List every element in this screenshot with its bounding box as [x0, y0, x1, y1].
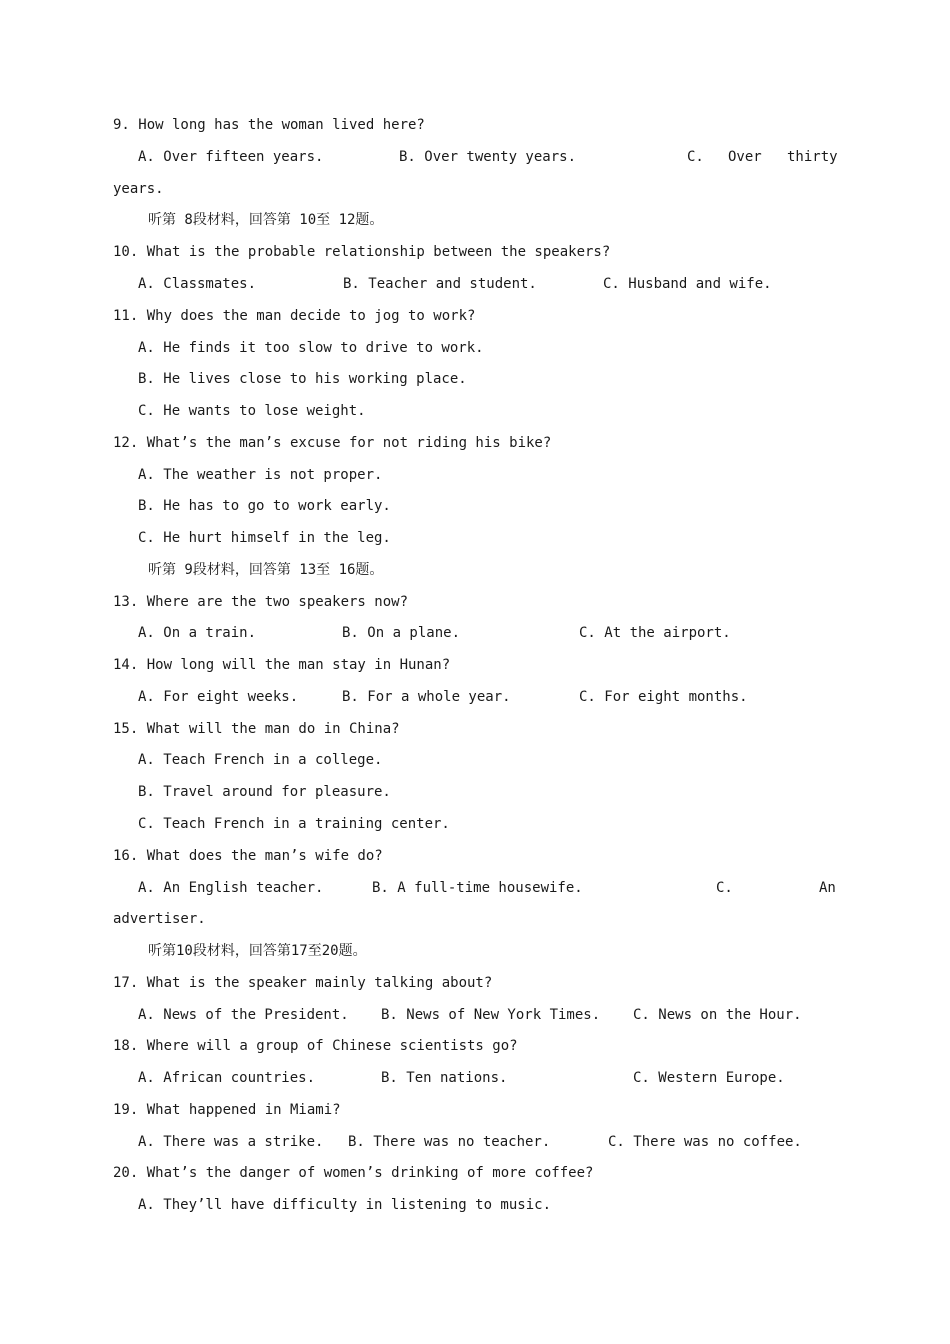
- question-13-option-a: A. On a train.: [138, 625, 257, 641]
- question-9-option-b: B. Over twenty years.: [399, 149, 577, 165]
- question-10-option-c: C. Husband and wife.: [603, 276, 772, 292]
- question-19-option-a: A. There was a strike.: [138, 1134, 324, 1150]
- question-12-option-a: A. The weather is not proper.: [138, 467, 383, 483]
- question-12-stem: 12. What’s the man’s excuse for not riding his bike?: [113, 435, 552, 451]
- question-11-option-b: B. He lives close to his working place.: [138, 371, 467, 387]
- question-14-option-c: C. For eight months.: [579, 689, 748, 705]
- question-18-option-b: B. Ten nations.: [381, 1070, 508, 1086]
- question-13-stem: 13. Where are the two speakers now?: [113, 594, 409, 610]
- question-13-option-b: B. On a plane.: [342, 625, 461, 641]
- question-16-option-a: A. An English teacher.: [138, 880, 324, 896]
- question-19-option-c: C. There was no coffee.: [608, 1134, 802, 1150]
- question-18-stem: 18. Where will a group of Chinese scientists go?: [113, 1038, 518, 1054]
- question-9-option-a: A. Over fifteen years.: [138, 149, 324, 165]
- question-14-option-a: A. For eight weeks.: [138, 689, 299, 705]
- question-15-stem: 15. What will the man do in China?: [113, 721, 400, 737]
- question-15-option-b: B. Travel around for pleasure.: [138, 784, 391, 800]
- question-9-option-c-word: Over: [728, 149, 762, 165]
- question-10-option-b: B. Teacher and student.: [343, 276, 537, 292]
- question-16-option-c-wrap: advertiser.: [113, 911, 206, 927]
- section-9-instruction: 听第 9段材料，回答第 13至 16题。: [148, 562, 384, 578]
- question-18-option-c: C. Western Europe.: [633, 1070, 785, 1086]
- question-10-stem: 10. What is the probable relationship between the speakers?: [113, 244, 611, 260]
- question-9-option-c-label: C.: [687, 149, 704, 165]
- question-11-stem: 11. Why does the man decide to jog to work?: [113, 308, 476, 324]
- section-8-instruction: 听第 8段材料，回答第 10至 12题。: [148, 212, 384, 228]
- question-18-option-a: A. African countries.: [138, 1070, 316, 1086]
- question-17-option-c: C. News on the Hour.: [633, 1007, 802, 1023]
- question-11-option-a: A. He finds it too slow to drive to work.: [138, 340, 484, 356]
- section-10-instruction: 听第10段材料，回答第17至20题。: [148, 943, 367, 959]
- question-15-option-a: A. Teach French in a college.: [138, 752, 383, 768]
- question-19-stem: 19. What happened in Miami?: [113, 1102, 341, 1118]
- question-19-option-b: B. There was no teacher.: [348, 1134, 551, 1150]
- question-9-option-c-word: thirty: [787, 149, 838, 165]
- question-16-option-b: B. A full-time housewife.: [372, 880, 583, 896]
- question-20-stem: 20. What’s the danger of women’s drinking of more coffee?: [113, 1165, 594, 1181]
- question-15-option-c: C. Teach French in a training center.: [138, 816, 450, 832]
- question-17-option-b: B. News of New York Times.: [381, 1007, 601, 1023]
- question-9-option-c-wrap: years.: [113, 181, 164, 197]
- question-16-option-c-word: An: [819, 880, 836, 896]
- question-12-option-c: C. He hurt himself in the leg.: [138, 530, 391, 546]
- question-11-option-c: C. He wants to lose weight.: [138, 403, 366, 419]
- question-13-option-c: C. At the airport.: [579, 625, 731, 641]
- question-17-stem: 17. What is the speaker mainly talking about?: [113, 975, 493, 991]
- question-20-option-a: A. They’ll have difficulty in listening to music.: [138, 1197, 552, 1213]
- question-17-option-a: A. News of the President.: [138, 1007, 349, 1023]
- question-9-stem: 9. How long has the woman lived here?: [113, 117, 425, 133]
- question-16-option-c-label: C.: [716, 880, 733, 896]
- question-16-stem: 16. What does the man’s wife do?: [113, 848, 383, 864]
- question-14-option-b: B. For a whole year.: [342, 689, 511, 705]
- question-10-option-a: A. Classmates.: [138, 276, 257, 292]
- question-12-option-b: B. He has to go to work early.: [138, 498, 391, 514]
- question-14-stem: 14. How long will the man stay in Hunan?: [113, 657, 451, 673]
